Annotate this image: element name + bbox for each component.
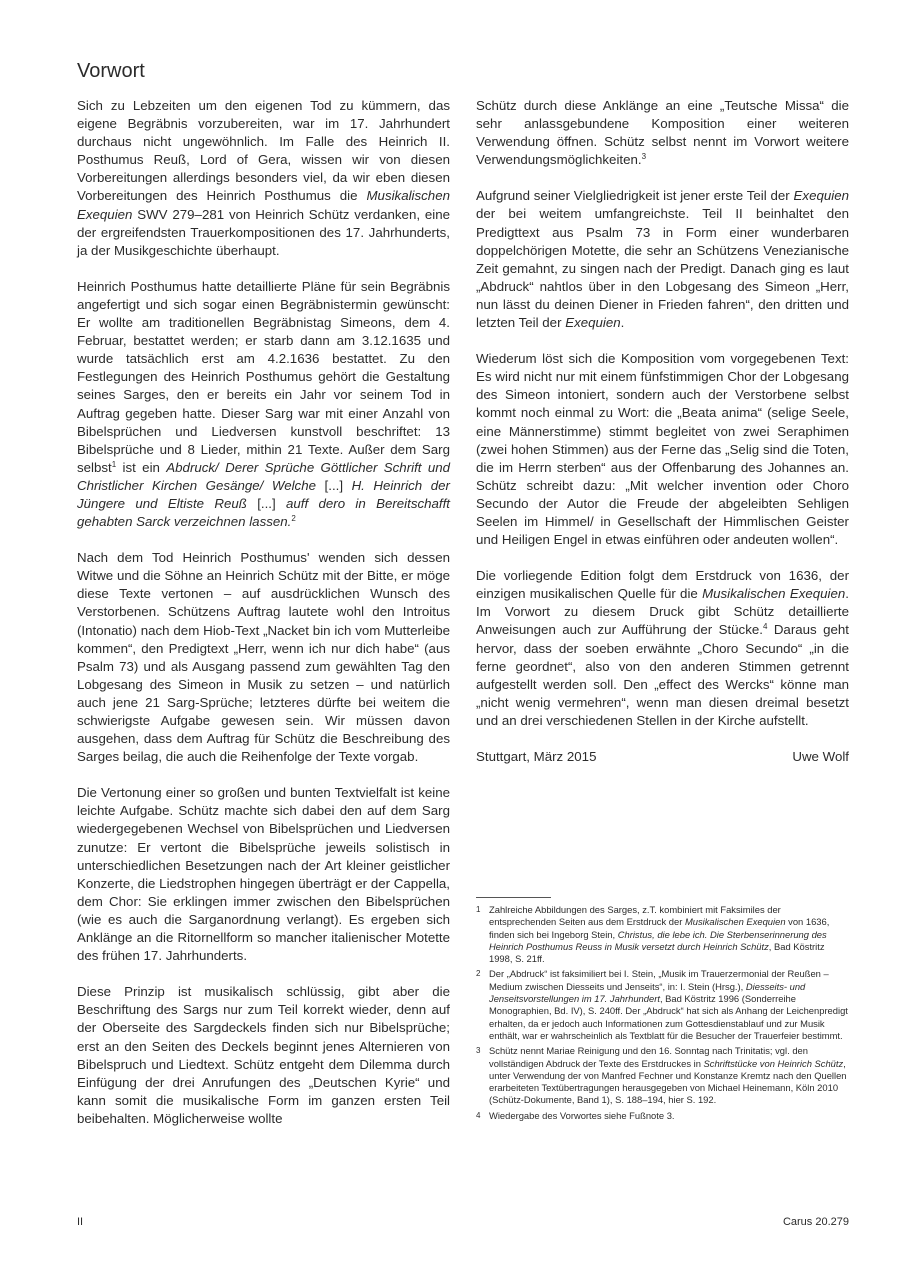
footnote-ref: 3 — [641, 152, 647, 162]
paragraph: Heinrich Posthumus hatte detaillierte Pläne für sein Begräbnis angefertigt und sich sogar einen Begräbnistermin gewünscht: Er wollte am traditionellen Begräbnistag Simeons, dem 4. Februar, bestattet werden; er starb dann am 3.12.1635 und wurde tatsächlich erst am 4.2.1636 bestattet. Zu den Festlegungen des Heinrich Posthumus gehört die Gestaltung seines Sarges, den er bereits ein Jahr vor seinem Tod in Auftrag gegeben hatte. Dieser Sarg war mit einer Anzahl von Bibelsprüchen und Liedversen kunstvoll beschriftet: 13 Bibelsprüche und 8 Lieder, mithin 21 Texte. Außer dem Sarg selbst$^1$ ist ein Abdruck/ Derer Sprüche Göttlicher Schrift und Christlicher Kirchen Gesänge/ Welche [...] H. Heinrich der Jüngere und Eltiste Reuß [...] auff dero in Bereitschafft gehabten Sarck verzeichnen lassen.$^2$ — [77, 278, 451, 530]
catalog-number: Carus 20.279 — [782, 1216, 849, 1228]
footnote-ref: 2 — [291, 514, 296, 524]
footnote: 2 Der „Abdruck“ ist faksimiliert bei I. Stein, „Musik im Trauerzermonial der Reußen – Medium zwischen Diesseits und Jenseits“, in: I. Stein (Hrsg.), Diesseits- und Jenseitsvorstellungen im 17. Jahrhundert, Bad Köstritz 1996 (Sonderreihe Monographien, Bd. IV), S. 240ff. Der „Abdruck“ hat sich als Anhang der Leichenpredigt erhalten, da er jedoch auch Informationen zum Gottesdienstablauf und zur Musik enthält, war er wahrscheinlich als Textblatt für die Besucher der Trauerfeier bestimmt. — [476, 968, 848, 1041]
paragraph: Sich zu Lebzeiten um den eigenen Tod zu kümmern, das eigene Begräbnis vorzubereiten, war im 17. Jahrhundert durchaus nicht ungewöhnlich. Im Falle des Heinrich II. Posthumus Reuß, Lord of Gera, wissen wir von diesen Vorbereitungen allerdings besonders viel, da wir eben diesen Vorbereitungen des Heinrich Posthumus die Musikalischen Exequien SWV 279–281 von Heinrich Schütz verdanken, eine der ergreifendsten Trauerkompositionen des 17. Jahrhunderts, ja der Musikgeschichte überhaupt. — [77, 98, 450, 258]
footnote-divider — [476, 897, 551, 898]
signature-line — [476, 748, 849, 766]
paragraph: Die vorliegende Edition folgt dem Erstdruck von 1636, der einzigen musikalischen Quelle für die Musikalischen Exequien. Im Vorwort zu diesem Druck gibt Schütz detaillierte Anweisungen auch zur Aufführung der Stücke.$^4$ Daraus geht hervor, dass der soeben erwähnte „Choro Secundo“ „in die ferne geordnet“, also von den anderen Stimmen getrennt aufgestellt werden soll. Den „effect des Wercks“ könne man „nicht wenig vermehren“, wenn man diesen dreimal besetzt und an drei verschiedenen Stellen in der Kirche aufstellt. — [476, 568, 849, 728]
place-date: Stuttgart, März 2015 — [476, 749, 597, 764]
author-name: Uwe Wolf — [792, 749, 849, 764]
right-column — [476, 97, 849, 766]
paragraph: Schütz durch diese Anklänge an eine „Teutsche Missa“ die sehr anlassgebundene Komposition einer weiteren Verwendung öffnen. Schütz selbst nennt im Vorwort weitere Verwendungsmöglichkeiten.$^3$ — [476, 98, 849, 168]
paragraph: Nach dem Tod Heinrich Posthumus' wenden sich dessen Witwe und die Söhne an Heinrich Schütz mit der Bitte, er möge diese Texte vertonen – auf ausdrücklichen Wunsch des Verstorbenen. Schützens Auftrag lautete wohl den Introitus (Intonatio) nach dem Hiob-Text „Nacket bin ich vom Mutterleibe kommen“, den Predigtext „Herr, wenn ich nur dich habe“ (aus Psalm 73) und als Ausgang passend zum gewählten Tag den Lobgesang des Simeon in Musik zu setzen – und natürlich auch jene 21 Sarg-Sprüche; letzteres dürfte bei weitem die schwierigste Aufgabe gewesen sein. Wir müssen davon ausgehen, dass dem Auftrag für Schütz die Beschreibung des Sarges beilag, die auch die Reihenfolge der Texte vorgab. — [77, 550, 450, 765]
footnote-ref: 4 — [762, 622, 768, 632]
paragraph: Die Vertonung einer so großen und bunten Textvielfalt ist keine leichte Aufgabe. Schütz machte sich dabei den auf dem Sarg wiedergegebenen Wechsel von Bibelsprüchen und Liedversen zunutze: Er vertont die Bibelsprüche jeweils solistisch in unterschiedlichen Besetzungen nach der Art kleiner geistlicher Konzerte, die Liedstrophen hingegen überträgt er der Cappella, dem Chor: Sie erklingen immer zwischen den Bibelsprüchen (wie es auch die Sarganordnung verlangt). Es ergeben sich Anklänge an die Ritornellform so mancher italienischer Motette des frühen 17. Jahrhunderts. — [77, 785, 450, 964]
page-number: II — [77, 1216, 84, 1228]
left-column — [77, 97, 450, 1146]
footnote: 1 Zahlreiche Abbildungen des Sarges, z.T. kombiniert mit Faksimiles der entsprechenden Seiten aus dem Erstdruck der Musikalischen Exequien von 1636, finden sich bei Ingeborg Stein, Christus, die lebe ich. Die Sterbenserinnerung des Heinrich Posthumus Reuss in Musik versetzt durch Heinrich Schütz, Bad Köstritz 1998, S. 21ff. — [476, 904, 830, 965]
footnotes — [476, 897, 849, 1125]
footnote: 3 Schütz nennt Mariae Reinigung und den 16. Sonntag nach Trinitatis; vgl. den vollständigen Abdruck der Texte des Erstdruckes in Schriftstücke von Heinrich Schütz, unter Verwendung der von Manfred Fechner und Konstanze Kremtz nach den Quellen erarbeiteten Textübertragungen herausgegeben von Michael Heinemann, Köln 2010 (Schütz-Dokumente, Band 1), S. 188–194, hier S. 192. — [476, 1045, 847, 1106]
paragraph: Wiederum löst sich die Komposition vom vorgegebenen Text: Es wird nicht nur mit einem fünfstimmigen Chor der Lobgesang des Simeon intoniert, sondern auch der Verstorbene selbst kommt noch einmal zu Wort: die „Beata anima“ (selige Seele, eine Männerstimme) stimmt begleitet von zwei Seraphimen (zwei hohen Stimmen) aus der Ferne das „Selig sind die Toten, die im Herrn sterben“ aus der Offenbarung des Johannes an. Schütz schreibt dazu: „Mit welcher invention oder Choro Secundo der Autor die Freude der abgeleibten Sehligen Seelen im Himmel/ in Gesellschaft der Himmlischen Geister und Heiligen Engel in etwas einführen oder andeuten wollen“. — [476, 351, 849, 548]
footnote: 4 Wiedergabe des Vorwortes siehe Fußnote 3. — [476, 1109, 675, 1121]
paragraph: Aufgrund seiner Vielgliedrigkeit ist jener erste Teil der Exequien der bei weitem umfangreichste. Teil II beinhaltet den Predigttext aus Psalm 73 in Form einer wunderbaren doppelchörigen Motette, die sehr an Schützens Venezianische Zeit gemahnt, zu singen nach der Predigt. Danach ging es laut „Abdruck“ nahtlos über in den Lobgesang des Simeon „Herr, nun lässt du deinen Diener in Frieden fahren“, den dritten und letzten Teil der Exequien. — [476, 188, 849, 331]
page-title: Vorwort — [77, 60, 145, 82]
footnote-ref: 1 — [111, 459, 117, 469]
paragraph: Diese Prinzip ist musikalisch schlüssig, gibt aber die Beschriftung des Sargs nur zum Teil korrekt wieder, denn auf der Oberseite des Sargdeckels finden sich nur Bibelsprüche; erst an den Seiten des Deckels beginnt jenes Alternieren von Bibelspruch und Liedtext. Schütz entgeht dem Dilemma durch Einfügung der drei Anrufungen des „Deutschen Kyrie“ und kann somit die musikalische Form im ganzen ersten Teil beibehalten. Möglicherweise wollte — [77, 984, 450, 1126]
